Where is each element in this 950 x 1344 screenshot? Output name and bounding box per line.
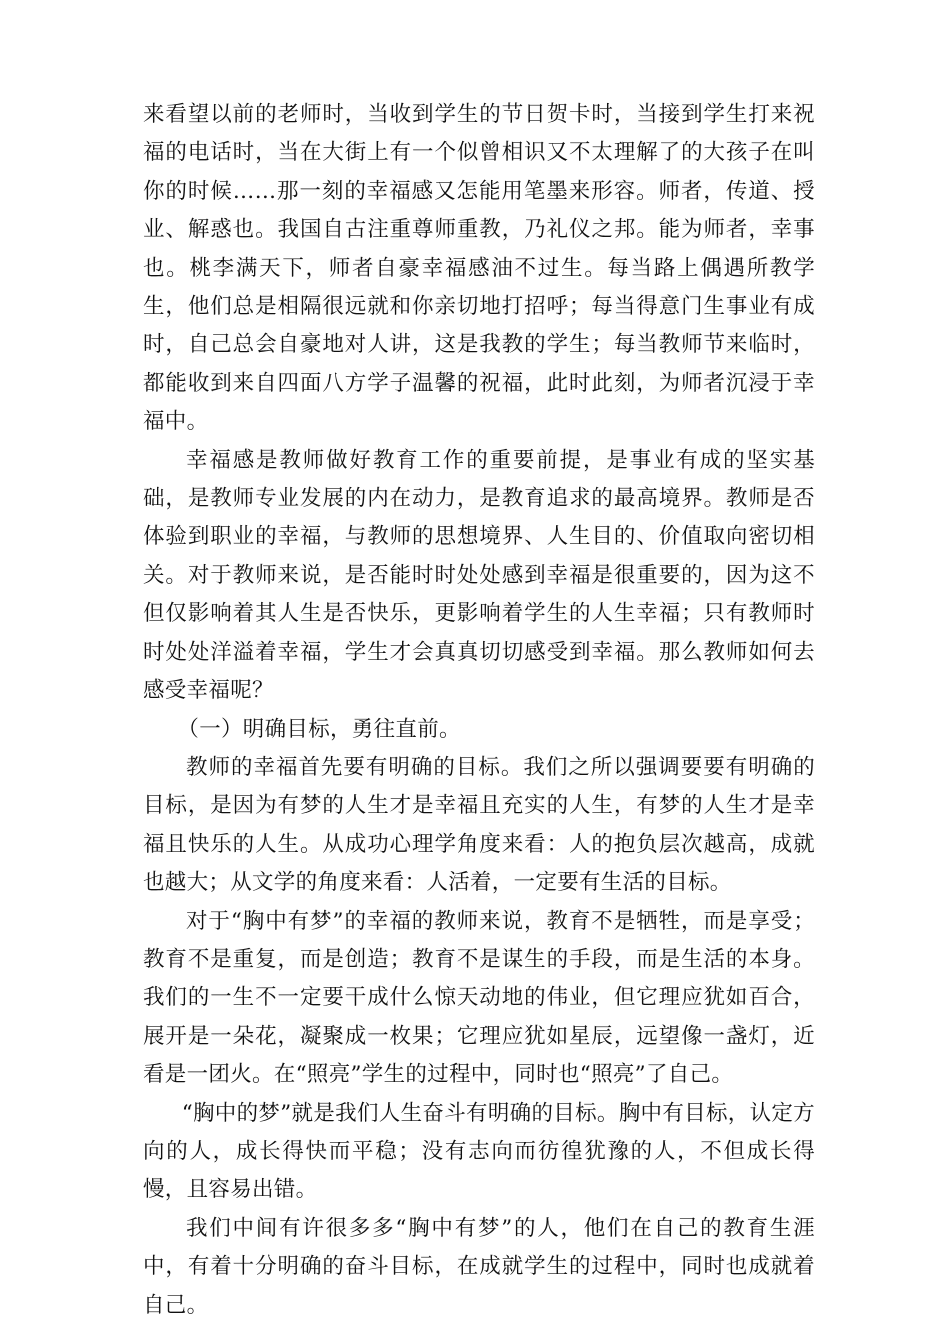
paragraph-clear-goal: 教师的幸福首先要有明确的目标。我们之所以强调要要有明确的目标，是因为有梦的人生才是幸福且充实的人生，有梦的人生才是幸福且快乐的人生。从成功心理学角度来看：人的抱负层次越高，成就也越大；从文学的角度来看：人活着，一定要有生活的目标。	[143, 754, 815, 896]
paragraph-dream-definition: “胸中的梦”就是我们人生奋斗有明确的目标。胸中有目标，认定方向的人，成长得快而平稳；没有志向而彷徨犹豫的人，不但成长得慢，且容易出错。	[143, 1100, 815, 1203]
section-heading: （一）明确目标，勇往直前。	[177, 716, 461, 742]
paragraph-continuation: 来看望以前的老师时，当收到学生的节日贺卡时，当接到学生打来祝福的电话时，当在大街上有一个似曾相识又不太理解了的大孩子在叫你的时候……那一刻的幸福感又怎能用笔墨来形容。师者，传道、授业、解惑也。我国自古注重尊师重教，乃礼仪之邦。能为师者，幸事也。桃李满天下，师者自豪幸福感油不过生。每当路上偶遇所教学生，他们总是相隔很远就和你亲切地打招呼；每当得意门生事业有成时，自己总会自豪地对人讲，这是我教的学生；每当教师节来临时，都能收到来自四面八方学子温馨的祝福，此时此刻，为师者沉浸于幸福中。	[143, 102, 815, 435]
paragraph-dream-teacher: 对于“胸中有梦”的幸福的教师来说，教育不是牺牲，而是享受；教育不是重复，而是创造；教育不是谋生的手段，而是生活的本身。我们的一生不一定要干成什么惊天动地的伟业，但它理应犹如百合，展开是一朵花，凝聚成一枚果；它理应犹如星辰，远望像一盏灯，近看是一团火。在“照亮”学生的过程中，同时也“照亮”了自己。	[143, 908, 815, 1088]
document-body	[143, 96, 815, 1325]
paragraph-happiness-importance: 幸福感是教师做好教育工作的重要前提，是事业有成的坚实基础，是教师专业发展的内在动力，是教育追求的最高境界。教师是否体验到职业的幸福，与教师的思想境界、人生目的、价值取向密切相关。对于教师来说，是否能时时处处感到幸福是很重要的，因为这不但仅影响着其人生是否快乐，更影响着学生的人生幸福；只有教师时时处处洋溢着幸福，学生才会真真切切感受到幸福。那么教师如何去感受幸福呢？	[143, 447, 815, 704]
paragraph-dreamers-among-us: 我们中间有许很多多“胸中有梦”的人，他们在自己的教育生涯中，有着十分明确的奋斗目标，在成就学生的过程中，同时也成就着自己。	[143, 1215, 815, 1318]
